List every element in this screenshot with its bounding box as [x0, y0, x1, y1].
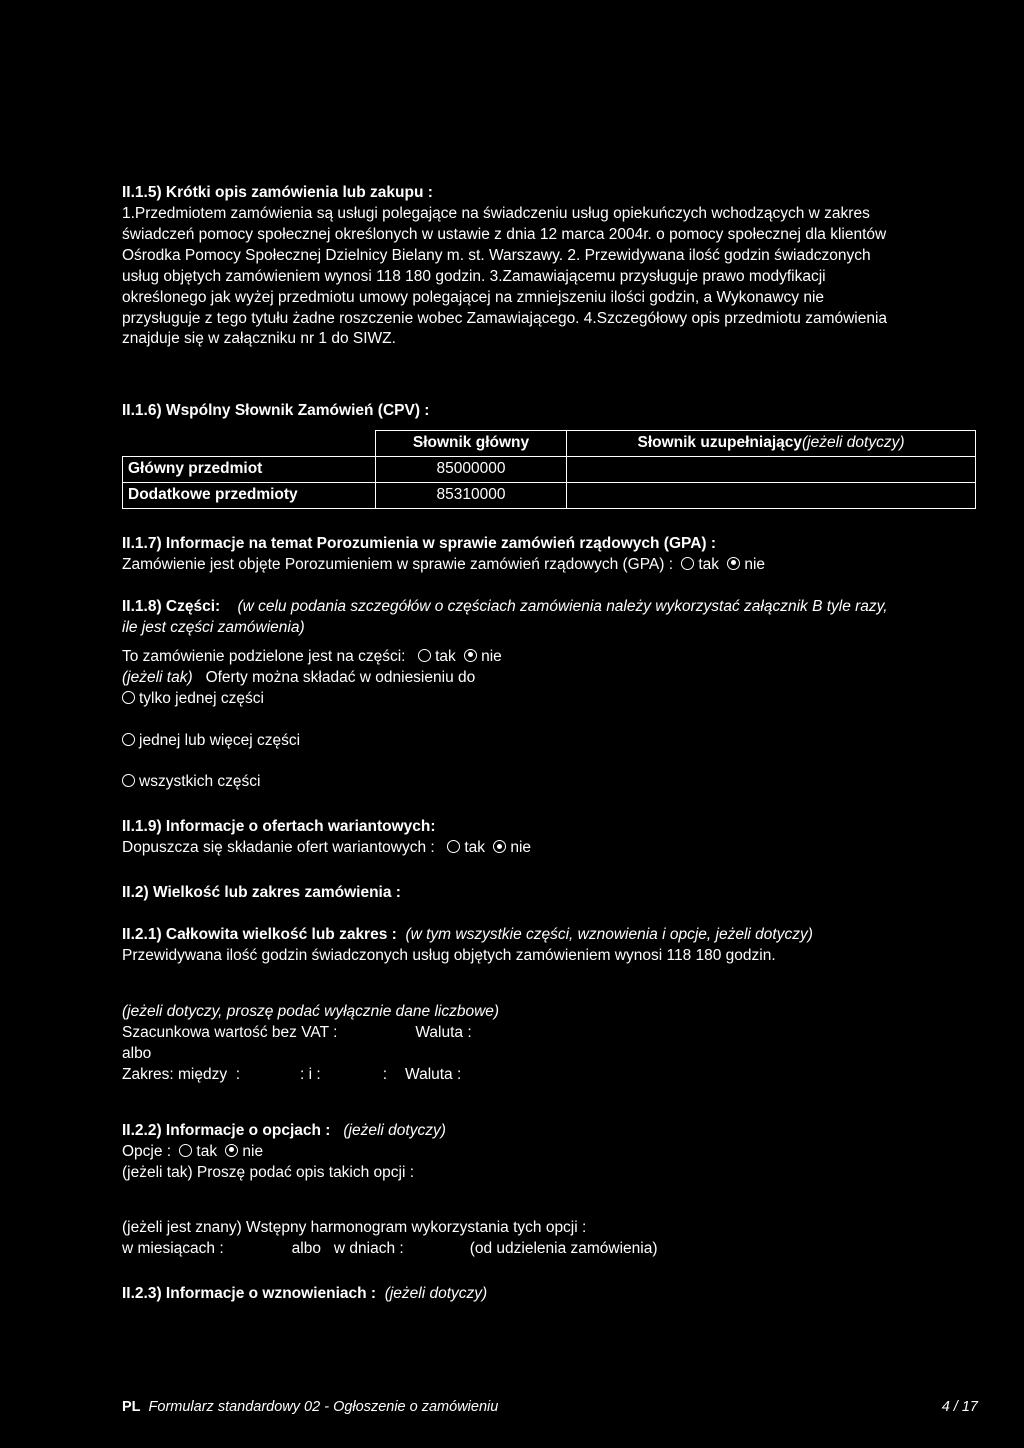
- radio-no[interactable]: [225, 1144, 238, 1157]
- form-name: Formularz standardowy 02 - Ogłoszenie o zamówieniu: [148, 1399, 499, 1415]
- section-heading: II.1.8) Części:: [122, 597, 221, 615]
- description-line: Ośrodka Pomocy Społecznej Dzielnicy Bielany m. st. Warszawy. 2. Przewidywana ilość godzin świadczonych: [122, 246, 871, 264]
- section-cpv: [122, 401, 978, 509]
- description-line: określonego jak wyżej przedmiotu umowy polegającej na zmniejszeniu ilości godzin, a Wykonawcy nie: [122, 288, 825, 306]
- table-row: [123, 483, 976, 509]
- section-heading: II.1.9) Informacje o ofertach wariantowych:: [122, 818, 436, 836]
- parts-question-row: To zamówienie podzielone jest na części: tak nie: [122, 647, 502, 665]
- cpv-main-code: 85000000: [376, 457, 567, 483]
- radio-yes[interactable]: [418, 649, 431, 662]
- radio-option[interactable]: [122, 733, 135, 746]
- radio-yes[interactable]: [179, 1144, 192, 1157]
- description-line: przysługuje z tego tytułu żadne roszczenie wobec Zamawiającego. 4.Szczegółowy opis przedmiotu zamówienia: [122, 309, 888, 327]
- section-parts: II.1.8) Części: (w celu podania szczegółów o częściach zamówienia należy wykorzystać załącznik B tyle razy, ile jest części zamówienia) To zamówienie podzielone jest na części: tak nie (jeżeli tak) Oferty można składać w odniesieniu do tylko jednej części jednej lub więcej części wszystkich części: [122, 597, 978, 793]
- section-options: II.2.2) Informacje o opcjach : (jeżeli dotyczy) Opcje : tak nie (jeżeli tak) Proszę podać opis takich opcji : (jeżeli jest znany) Wstępny harmonogram wykorzystania tych opcji : w miesiącach : albo w dniach : (od udzielenia zamówienia): [122, 1121, 658, 1258]
- section-heading: II.1.5) Krótki opis zamówienia lub zakupu :: [122, 184, 433, 201]
- cpv-row-label: Dodatkowe przedmioty: [123, 483, 376, 509]
- parts-option: wszystkich części: [122, 772, 978, 793]
- language-code: PL: [122, 1399, 141, 1415]
- radio-no[interactable]: [493, 840, 506, 853]
- cpv-table: [122, 430, 976, 509]
- cpv-supp-code: [567, 457, 976, 483]
- description-line: świadczeń pomocy społecznej określonych w ustawie z dnia 12 marca 2004r. o pomocy społecznej dla klientów: [122, 225, 887, 243]
- cpv-col-supp: Słownik uzupełniający(jeżeli dotyczy): [567, 431, 976, 457]
- section-short-description: [122, 183, 978, 350]
- cpv-col-main: Słownik główny: [376, 431, 567, 457]
- parts-option: tylko jednej części: [122, 689, 978, 710]
- gpa-question: Zamówienie jest objęte Porozumieniem w sprawie zamówień rządowych (GPA) :: [122, 555, 674, 573]
- gpa-question-row: Zamówienie jest objęte Porozumieniem w sprawie zamówień rządowych (GPA) : tak nie: [122, 555, 766, 573]
- radio-option[interactable]: [122, 774, 135, 787]
- section-variants: II.1.9) Informacje o ofertach wariantowych: Dopuszcza się składanie ofert wariantowych : tak nie: [122, 817, 978, 859]
- document-page: [122, 183, 978, 1305]
- radio-option[interactable]: [122, 691, 135, 704]
- radio-no[interactable]: [464, 649, 477, 662]
- description-line: 1.Przedmiotem zamówienia są usługi polegające na świadczeniu usług opiekuńczych wchodzących w zakres: [122, 204, 870, 222]
- section-heading: II.1.7) Informacje na temat Porozumienia w sprawie zamówień rządowych (GPA) :: [122, 535, 717, 553]
- description-line: znajduje się w załączniku nr 1 do SIWZ.: [122, 330, 396, 348]
- section-heading: II.1.6) Wspólny Słownik Zamówień (CPV) :: [122, 402, 430, 420]
- page-footer: [122, 1398, 978, 1418]
- section-heading: II.2) Wielkość lub zakres zamówienia :: [122, 884, 401, 902]
- radio-yes[interactable]: [681, 557, 694, 570]
- radio-yes[interactable]: [447, 840, 460, 853]
- radio-no[interactable]: [727, 557, 740, 570]
- parts-option: jednej lub więcej części: [122, 731, 978, 752]
- cpv-row-label: Główny przedmiot: [123, 457, 376, 483]
- cpv-header-row: [123, 431, 976, 457]
- cpv-main-code: 85310000: [376, 483, 567, 509]
- section-gpa: [122, 534, 978, 576]
- table-row: [123, 457, 976, 483]
- section-total-quantity: II.2.1) Całkowita wielkość lub zakres : (w tym wszystkie części, wznowienia i opcje, jeżeli dotyczy) Przewidywana ilość godzin świadczonych usług objętych zamówieniem wynosi 118 180 godzin. (jeżeli dotyczy, proszę podać wyłącznie dane liczbowe) Szacunkowa wartość bez VAT : Waluta : albo Zakres: między : : i : : Waluta :: [122, 926, 813, 1083]
- section-renewals: II.2.3) Informacje o wznowieniach : (jeżeli dotyczy): [122, 1285, 488, 1303]
- page-number: 4 / 17: [941, 1399, 978, 1415]
- description-line: usług objętych zamówieniem wynosi 118 180 godzin. 3.Zamawiającemu przysługuje prawo modyfikacji: [122, 267, 826, 285]
- cpv-supp-code: [567, 483, 976, 509]
